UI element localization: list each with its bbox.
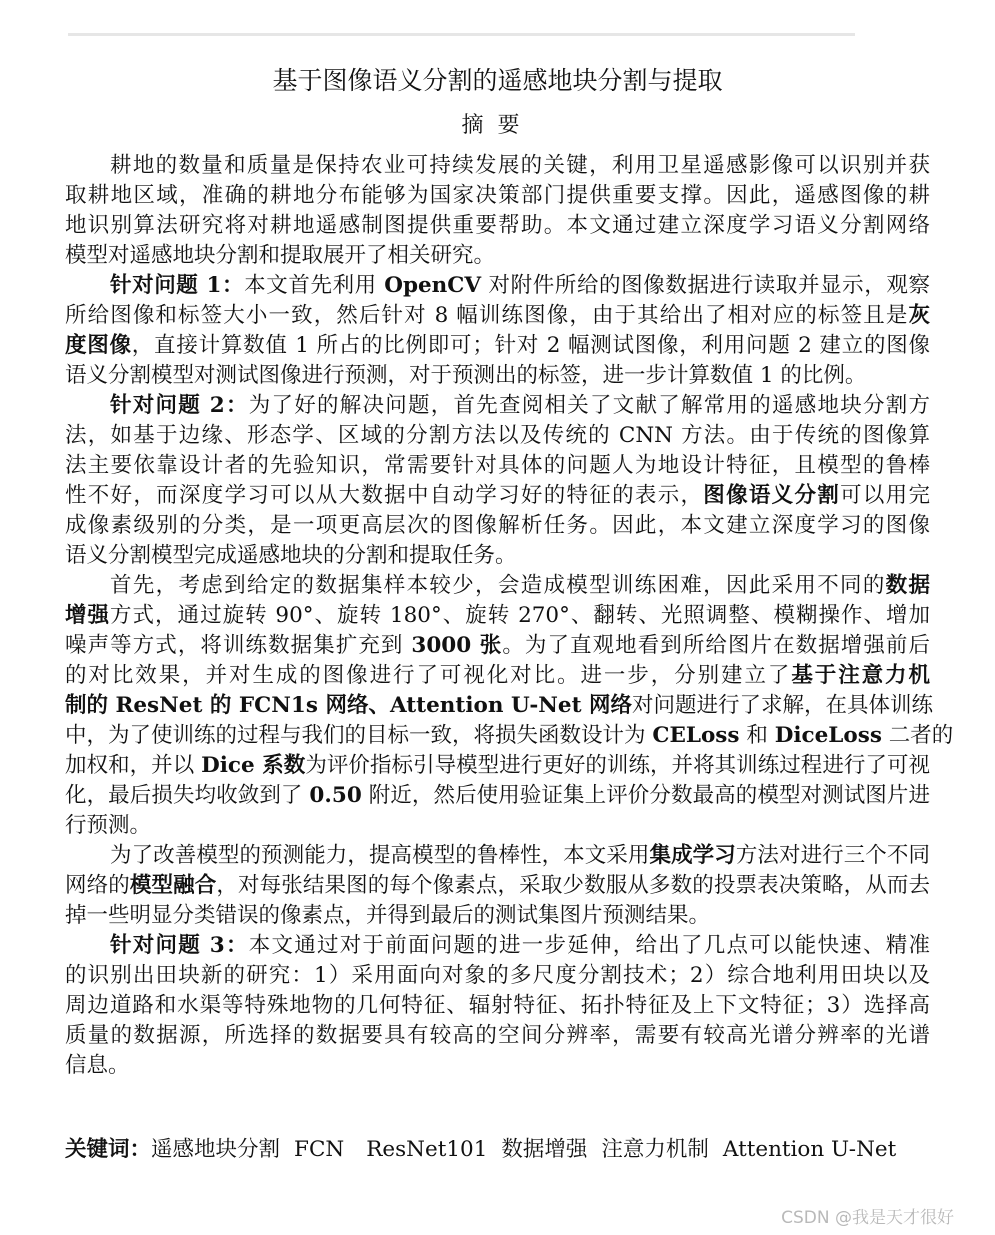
text-run: 本文通过对于前面问题的进一步延伸，给出了几点可以能快速、精准: [248, 933, 930, 958]
text-run: 掉一些明显分类错误的像素点，并得到最后的测试集图片预测结果。: [65, 903, 711, 928]
keyword-item: 注意力机制: [601, 1137, 709, 1162]
keyword-item: 数据增强: [501, 1137, 588, 1162]
text-run: 成像素级别的分类，是一项更高层次的图像解析任务。因此，本文建立深度学习的图像: [65, 513, 930, 538]
text-line: [65, 871, 930, 901]
text-run: 为评价指标引导模型进行更好的训练，并将其训练过程进行了可视: [305, 753, 930, 778]
bold-text: 模型融合: [129, 873, 217, 898]
text-line: [65, 181, 930, 211]
text-line: [65, 631, 930, 661]
abstract-paragraph: [65, 391, 930, 571]
text-line: [65, 1021, 930, 1051]
text-line: [65, 991, 930, 1021]
text-run: 本文首先利用: [244, 273, 385, 298]
text-run: 耕地的数量和质量是保持农业可持续发展的关键，利用卫星遥感影像可以识别并获: [110, 153, 930, 178]
text-run: 性不好，而深度学习可以从大数据中自动学习好的特征的表示，: [65, 483, 704, 508]
text-line: [65, 331, 930, 361]
text-run: 质量的数据源，所选择的数据要具有较高的空间分辨率，需要有较高光谱分辨率的光谱: [65, 1023, 930, 1048]
text-run: 对问题进行了求解，在具体训练: [632, 693, 934, 718]
text-line: [65, 1051, 930, 1081]
text-line: [65, 391, 930, 421]
bold-text: 针对问题 1：: [110, 273, 245, 298]
text-run: 模型对遥感地块分割和提取展开了相关研究。: [65, 243, 496, 268]
bold-text: 增强: [65, 603, 111, 628]
bold-text: 基于注意力机: [791, 663, 930, 688]
text-run: 信息。: [65, 1053, 130, 1078]
bold-text: OpenCV: [384, 273, 482, 298]
paper-title: 基于图像语义分割的遥感地块分割与提取: [272, 66, 723, 95]
text-line: [65, 661, 930, 691]
text-run: 加权和，并以: [65, 753, 202, 778]
text-run: 为了改善模型的预测能力，提高模型的鲁棒性，本文采用: [110, 843, 650, 868]
keywords: [65, 1135, 896, 1165]
text-run: 可以用完: [840, 483, 930, 508]
text-run: 二者的: [881, 723, 954, 748]
abstract-paragraph: [65, 571, 954, 841]
text-run: 中，为了使训练的过程与我们的目标一致，将损失函数设计为: [65, 723, 653, 748]
text-run: 语义分割模型对测试图像进行预测，对于预测出的标签，进一步计算数值 1 的比例。: [65, 363, 867, 388]
bold-text: 针对问题 2：: [110, 393, 249, 418]
text-line: [65, 481, 930, 511]
text-line: [65, 421, 930, 451]
bold-text: 制的 ResNet 的 FCN1s 网络、Attention U-Net 网络: [65, 693, 633, 718]
text-run: 取耕地区域，准确的耕地分布能够为国家决策部门提供重要支撑。因此，遥感图像的耕: [65, 183, 930, 208]
text-line: [65, 361, 930, 391]
text-line: [65, 511, 930, 541]
bold-text: 0.50: [309, 783, 362, 808]
text-line: [65, 211, 930, 241]
text-run: 法，如基于边缘、形态学、区域的分割方法以及传统的 CNN 方法。由于传统的图像算: [65, 423, 930, 448]
text-line: [65, 151, 930, 181]
abstract-heading: 摘要: [461, 113, 534, 138]
keywords-label: 关键词：: [65, 1137, 152, 1162]
text-line: [65, 901, 930, 931]
abstract-body: [65, 151, 954, 1081]
text-line: [65, 451, 930, 481]
bold-text: 数据: [885, 573, 930, 598]
text-line: [65, 931, 930, 961]
text-line: [65, 841, 930, 871]
bold-text: 集成学习: [649, 843, 736, 868]
text-line: [65, 541, 930, 571]
text-line: [65, 271, 930, 301]
text-run: 为了好的解决问题，首先查阅相关了文献了解常用的遥感地块分割方: [248, 393, 930, 418]
text-line: [65, 811, 930, 841]
text-run: ，对每张结果图的每个像素点，采取少数服从多数的投票表决策略，从而去: [216, 873, 930, 898]
text-run: 附近，然后使用验证集上评价分数最高的模型对测试图片进: [361, 783, 930, 808]
bold-text: 图像语义分割: [703, 483, 841, 508]
text-run: 语义分割模型完成遥感地块的分割和提取任务。: [65, 543, 517, 568]
bold-text: CELoss: [652, 723, 740, 748]
text-run: 。为了直观地看到所给图片在数据增强前后: [502, 633, 930, 658]
text-line: [65, 601, 930, 631]
bold-text: 3000 张: [411, 633, 503, 658]
text-run: 行预测。: [65, 813, 152, 838]
text-run: 所给图像和标签大小一致，然后针对 8 幅训练图像，由于其给出了相对应的标签且是: [65, 303, 909, 328]
text-line: [65, 301, 930, 331]
watermark: CSDN @我是天才很好: [781, 1208, 954, 1228]
text-line: [65, 571, 930, 601]
text-line: [65, 691, 934, 721]
text-line: [65, 781, 930, 811]
abstract-paragraph: [65, 841, 930, 931]
bold-text: 针对问题 3：: [110, 933, 249, 958]
keyword-item: FCN: [294, 1137, 345, 1162]
text-run: 法主要依靠设计者的先验知识，常需要针对具体的问题人为地设计特征，且模型的鲁棒: [65, 453, 930, 478]
text-run: 的识别出田块新的研究：1）采用面向对象的多尺度分割技术；2）综合地利用田块以及: [65, 963, 930, 988]
text-run: 噪声等方式，将训练数据集扩充到: [65, 633, 412, 658]
text-line: [65, 241, 930, 271]
text-run: 方式，通过旋转 90°、旋转 180°、旋转 270°、翻转、光照调整、模糊操作、增加: [110, 603, 930, 628]
text-run: ，直接计算数值 1 所占的比例即可；针对 2 幅测试图像，利用问题 2 建立的图像: [131, 333, 930, 358]
abstract-paragraph: [65, 931, 930, 1081]
text-line: [65, 961, 930, 991]
keyword-item: Attention U-Net: [722, 1137, 897, 1162]
text-run: 和: [739, 723, 775, 748]
bold-text: Dice 系数: [201, 753, 306, 778]
keyword-item: ResNet101: [366, 1137, 488, 1162]
text-run: 化，最后损失均收敛到了: [65, 783, 310, 808]
text-run: 网络的: [65, 873, 130, 898]
abstract-paragraph: [65, 151, 930, 271]
text-line: [65, 751, 930, 781]
text-run: 的对比效果，并对生成的图像进行了可视化对比。进一步，分别建立了: [65, 663, 792, 688]
text-run: 对附件所给的图像数据进行读取并显示，观察: [481, 273, 930, 298]
text-run: 地识别算法研究将对耕地遥感制图提供重要帮助。本文通过建立深度学习语义分割网络: [65, 213, 930, 238]
bold-text: 度图像: [65, 333, 132, 358]
keyword-item: 遥感地块分割: [151, 1137, 281, 1162]
text-run: 首先，考虑到给定的数据集样本较少，会造成模型训练困难，因此采用不同的: [110, 573, 886, 598]
text-run: 方法对进行三个不同: [735, 843, 930, 868]
page-top-divider: [68, 33, 855, 36]
bold-text: DiceLoss: [774, 723, 882, 748]
abstract-paragraph: [65, 271, 930, 391]
bold-text: 灰: [908, 303, 930, 328]
text-run: 周边道路和水渠等特殊地物的几何特征、辐射特征、拓扑特征及上下文特征；3）选择高: [65, 993, 930, 1018]
text-line: [65, 721, 954, 751]
